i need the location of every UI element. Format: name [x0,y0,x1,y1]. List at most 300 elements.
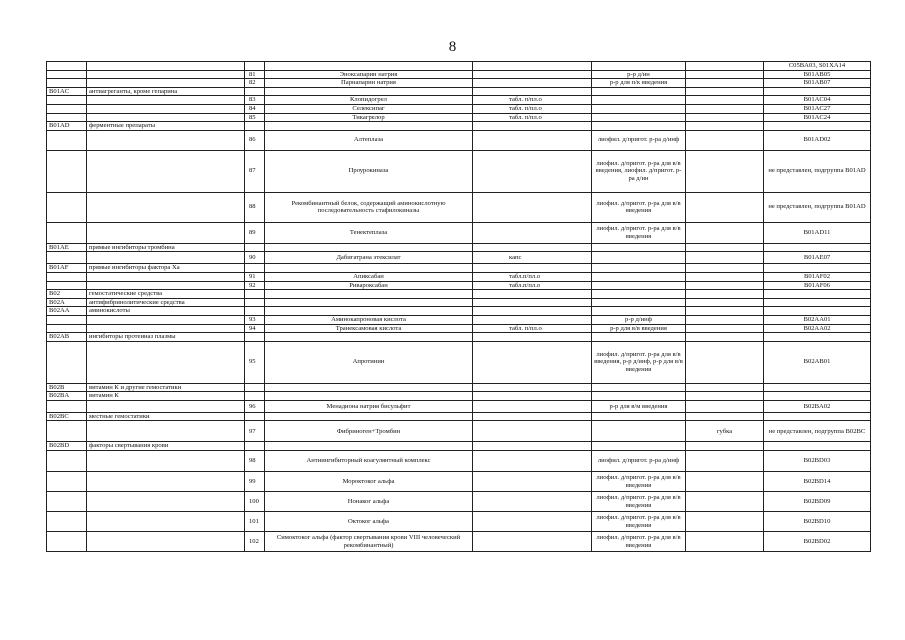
drug-name-cell: Апротинин [265,341,473,383]
group-name-cell [87,192,245,222]
dosage-form-tablet-cell [473,70,592,79]
dosage-form-solution-cell [592,383,686,392]
dosage-form-tablet-cell [473,243,592,252]
group-name-cell: прямые ингибиторы тромбина [87,243,245,252]
atc-reference-cell: B01AF02 [764,272,871,281]
drug-name-cell: Симоктоког альфа (фактор свертывания крови VIII человеческий рекомбинантный) [265,532,473,552]
row-number-cell [245,243,265,252]
dosage-form-tablet-cell [473,421,592,442]
dosage-form-solution-cell [592,87,686,96]
atc-code-cell [47,324,87,333]
dosage-form-solution-cell [592,333,686,342]
dosage-form-solution-cell: лиофил. д/пригот. р-ра для в/в введения [592,532,686,552]
dosage-form-tablet-cell [473,472,592,492]
atc-code-cell: B02BD [47,442,87,451]
atc-code-cell [47,472,87,492]
atc-reference-cell [764,264,871,273]
atc-reference-cell [764,383,871,392]
row-number-cell: 89 [245,222,265,243]
atc-code-cell [47,400,87,412]
group-name-cell [87,252,245,264]
row-number-cell [245,87,265,96]
atc-code-cell [47,222,87,243]
row-number-cell: 88 [245,192,265,222]
dosage-form-other-cell [686,87,764,96]
dosage-form-solution-cell [592,104,686,113]
dosage-form-solution-cell: р-р д/инф [592,315,686,324]
table-row [47,333,871,342]
table-row [47,512,871,532]
dosage-form-other-cell [686,122,764,131]
dosage-form-solution-cell [592,421,686,442]
row-number-cell: 96 [245,400,265,412]
atc-reference-cell: B02BA02 [764,400,871,412]
atc-code-cell [47,150,87,192]
group-name-cell [87,324,245,333]
drug-name-cell [265,264,473,273]
row-number-cell: 81 [245,70,265,79]
table-row [47,264,871,273]
row-number-cell: 87 [245,150,265,192]
atc-code-cell [47,96,87,105]
drug-name-cell: Селексипаг [265,104,473,113]
atc-reference-cell [764,243,871,252]
dosage-form-tablet-cell [473,87,592,96]
dosage-form-solution-cell [592,96,686,105]
table-row [47,383,871,392]
row-number-cell: 102 [245,532,265,552]
drug-name-cell: Фибриноген+Тромбин [265,421,473,442]
dosage-form-tablet-cell [473,222,592,243]
group-name-cell [87,451,245,472]
dosage-form-tablet-cell [473,62,592,71]
dosage-form-other-cell [686,243,764,252]
drug-name-cell: Аминокапроновая кислота [265,315,473,324]
row-number-cell: 100 [245,492,265,512]
dosage-form-other-cell [686,392,764,401]
drug-name-cell: Клопидогрел [265,96,473,105]
drug-name-cell: Антиингибиторный коагулянтный комплекс [265,451,473,472]
row-number-cell [245,442,265,451]
group-name-cell [87,421,245,442]
atc-code-cell [47,192,87,222]
dosage-form-solution-cell: лиофил. д/пригот. р-ра для в/в введения, р-р д/инф, р-р для в/в введения [592,341,686,383]
table-row [47,150,871,192]
dosage-form-solution-cell: р-р д/ин [592,70,686,79]
table-row [47,113,871,122]
dosage-form-tablet-cell [473,512,592,532]
group-name-cell: витамин К [87,392,245,401]
dosage-form-other-cell [686,192,764,222]
dosage-form-other-cell [686,104,764,113]
table-row [47,492,871,512]
drug-name-cell [265,290,473,299]
atc-code-cell [47,315,87,324]
dosage-form-solution-cell: лиофил. д/пригот. р-ра для в/в введения [592,192,686,222]
drug-name-cell [265,122,473,131]
table-row [47,87,871,96]
row-number-cell [245,392,265,401]
drug-name-cell: Апиксабан [265,272,473,281]
row-number-cell: 93 [245,315,265,324]
atc-code-cell [47,62,87,71]
drug-name-cell: Транексамовая кислота [265,324,473,333]
dosage-form-tablet-cell [473,315,592,324]
dosage-form-solution-cell [592,252,686,264]
atc-code-cell [47,272,87,281]
table-row [47,70,871,79]
drug-name-cell [265,298,473,307]
dosage-form-tablet-cell [473,79,592,88]
group-name-cell [87,400,245,412]
table-row [47,392,871,401]
atc-reference-cell: не представлен, подгруппа B01AD [764,192,871,222]
dosage-form-tablet-cell [473,392,592,401]
atc-code-cell: B01AE [47,243,87,252]
atc-code-cell [47,341,87,383]
table-row [47,104,871,113]
table-row [47,243,871,252]
atc-code-cell [47,252,87,264]
group-name-cell: антиагреганты, кроме гепарина [87,87,245,96]
table-row [47,298,871,307]
dosage-form-solution-cell [592,442,686,451]
atc-reference-cell: не представлен, подгруппа B02BC [764,421,871,442]
dosage-form-other-cell: губка [686,421,764,442]
row-number-cell: 99 [245,472,265,492]
dosage-form-tablet-cell [473,532,592,552]
table-row [47,272,871,281]
drug-name-cell: Алтеплаза [265,130,473,150]
atc-reference-cell [764,392,871,401]
row-number-cell [245,383,265,392]
group-name-cell [87,130,245,150]
dosage-form-solution-cell [592,307,686,316]
dosage-form-tablet-cell [473,492,592,512]
atc-code-cell: B02BC [47,412,87,421]
dosage-form-tablet-cell [473,150,592,192]
atc-reference-cell [764,412,871,421]
atc-code-cell: B02AA [47,307,87,316]
drug-name-cell: Эноксапарин натрия [265,70,473,79]
drug-name-cell [265,412,473,421]
dosage-form-tablet-cell [473,122,592,131]
table-row [47,130,871,150]
dosage-form-other-cell [686,324,764,333]
atc-reference-cell [764,333,871,342]
table-row [47,472,871,492]
drug-name-cell: Парнапарин натрия [265,79,473,88]
table-row [47,252,871,264]
dosage-form-solution-cell [592,281,686,290]
drug-name-cell: Тикагрелор [265,113,473,122]
dosage-form-tablet-cell [473,290,592,299]
drug-name-cell [265,392,473,401]
group-name-cell [87,281,245,290]
dosage-form-solution-cell [592,122,686,131]
atc-reference-cell [764,122,871,131]
dosage-form-tablet-cell: табл.п/пл.о [473,272,592,281]
row-number-cell: 95 [245,341,265,383]
dosage-form-solution-cell [592,392,686,401]
table-row [47,421,871,442]
row-number-cell: 92 [245,281,265,290]
dosage-form-solution-cell [592,243,686,252]
dosage-form-other-cell [686,272,764,281]
drug-name-cell: Октоког альфа [265,512,473,532]
atc-reference-cell: B02AB01 [764,341,871,383]
dosage-form-solution-cell [592,412,686,421]
group-name-cell [87,79,245,88]
dosage-form-tablet-cell [473,130,592,150]
dosage-form-tablet-cell [473,333,592,342]
group-name-cell: аминокислоты [87,307,245,316]
drug-name-cell: Менадиона натрия бисульфит [265,400,473,412]
dosage-form-other-cell [686,307,764,316]
atc-code-cell [47,492,87,512]
dosage-form-solution-cell [592,272,686,281]
drug-name-cell [265,442,473,451]
atc-reference-cell: B02BD10 [764,512,871,532]
row-number-cell: 101 [245,512,265,532]
row-number-cell: 94 [245,324,265,333]
table-row [47,290,871,299]
drug-name-cell: Тенектеплаза [265,222,473,243]
dosage-form-tablet-cell [473,298,592,307]
dosage-form-tablet-cell [473,383,592,392]
drug-name-cell: Нонаког альфа [265,492,473,512]
table-row [47,307,871,316]
atc-reference-cell: B01AC24 [764,113,871,122]
atc-reference-cell: B02BD02 [764,532,871,552]
atc-reference-cell: B01AB05 [764,70,871,79]
drug-name-cell [265,333,473,342]
dosage-form-other-cell [686,400,764,412]
drug-name-cell [265,62,473,71]
dosage-form-other-cell [686,298,764,307]
group-name-cell [87,222,245,243]
atc-reference-cell: B01AC27 [764,104,871,113]
row-number-cell [245,298,265,307]
table-row [47,281,871,290]
atc-code-cell: B02BA [47,392,87,401]
dosage-form-solution-cell: лиофил. д/пригот. р-ра для в/в введения [592,492,686,512]
atc-reference-cell: B02BD09 [764,492,871,512]
drug-name-cell: Ривароксабан [265,281,473,290]
atc-reference-cell: C05BA03, S01XA14 [764,62,871,71]
atc-reference-cell: не представлен, подгруппа B01AD [764,150,871,192]
dosage-form-tablet-cell: табл. п/пл.о [473,324,592,333]
group-name-cell: антифибринолитические средства [87,298,245,307]
row-number-cell [245,307,265,316]
dosage-form-tablet-cell: табл. п/пл.о [473,96,592,105]
table-row [47,62,871,71]
dosage-form-solution-cell: лиофил. д/пригот. р-ра для в/в введения [592,222,686,243]
dosage-form-other-cell [686,281,764,290]
atc-reference-cell: B01AD02 [764,130,871,150]
group-name-cell [87,104,245,113]
dosage-form-solution-cell: р-р для п/к введения [592,79,686,88]
dosage-form-other-cell [686,252,764,264]
group-name-cell: ферментные препараты [87,122,245,131]
row-number-cell [245,264,265,273]
group-name-cell [87,472,245,492]
dosage-form-other-cell [686,492,764,512]
dosage-form-other-cell [686,442,764,451]
dosage-form-other-cell [686,96,764,105]
dosage-form-tablet-cell [473,264,592,273]
row-number-cell: 97 [245,421,265,442]
dosage-form-other-cell [686,341,764,383]
atc-reference-cell: B02BD03 [764,451,871,472]
group-name-cell: гемостатические средства [87,290,245,299]
dosage-form-tablet-cell [473,412,592,421]
dosage-form-other-cell [686,62,764,71]
table-row [47,451,871,472]
drug-name-cell [265,87,473,96]
atc-code-cell: B02 [47,290,87,299]
group-name-cell [87,272,245,281]
dosage-form-other-cell [686,512,764,532]
group-name-cell: местные гемостатики [87,412,245,421]
dosage-form-other-cell [686,532,764,552]
atc-code-cell: B02AB [47,333,87,342]
group-name-cell: ингибиторы протеиназ плазмы [87,333,245,342]
dosage-form-other-cell [686,70,764,79]
atc-reference-cell: B01AF06 [764,281,871,290]
atc-code-cell: B01AF [47,264,87,273]
table-row [47,400,871,412]
dosage-form-other-cell [686,130,764,150]
dosage-form-other-cell [686,222,764,243]
drug-name-cell [265,383,473,392]
group-name-cell [87,70,245,79]
table-row [47,315,871,324]
dosage-form-solution-cell: лиофил. д/пригот. р-ра д/инф [592,451,686,472]
group-name-cell: витамин К и другие гемостатики [87,383,245,392]
group-name-cell [87,113,245,122]
atc-code-cell [47,130,87,150]
dosage-form-other-cell [686,451,764,472]
group-name-cell [87,492,245,512]
dosage-form-tablet-cell [473,307,592,316]
dosage-form-other-cell [686,264,764,273]
table-body [47,62,871,552]
drug-name-cell: Мороктоког альфа [265,472,473,492]
group-name-cell [87,150,245,192]
atc-code-cell: B02A [47,298,87,307]
atc-reference-cell: B01AE07 [764,252,871,264]
row-number-cell: 84 [245,104,265,113]
table-row [47,412,871,421]
row-number-cell [245,62,265,71]
dosage-form-tablet-cell: капс [473,252,592,264]
dosage-form-other-cell [686,315,764,324]
dosage-form-solution-cell: лиофил. д/пригот. р-ра д/инф [592,130,686,150]
atc-code-cell [47,421,87,442]
dosage-form-solution-cell [592,290,686,299]
atc-code-cell [47,512,87,532]
page-number: 8 [448,39,457,55]
row-number-cell [245,333,265,342]
dosage-form-tablet-cell: табл. п/пл.о [473,113,592,122]
row-number-cell: 83 [245,96,265,105]
dosage-form-solution-cell: лиофил. д/пригот. р-ра для в/в введения [592,512,686,532]
dosage-form-tablet-cell [473,442,592,451]
atc-code-cell [47,70,87,79]
row-number-cell: 98 [245,451,265,472]
atc-code-cell [47,104,87,113]
atc-reference-cell [764,442,871,451]
atc-code-cell [47,113,87,122]
row-number-cell [245,290,265,299]
table-row [47,442,871,451]
atc-reference-cell [764,290,871,299]
row-number-cell: 91 [245,272,265,281]
group-name-cell [87,512,245,532]
dosage-form-solution-cell [592,264,686,273]
group-name-cell [87,315,245,324]
row-number-cell: 82 [245,79,265,88]
dosage-form-tablet-cell [473,192,592,222]
group-name-cell [87,96,245,105]
atc-reference-cell: B02BD14 [764,472,871,492]
dosage-form-other-cell [686,113,764,122]
atc-reference-cell [764,307,871,316]
table-row [47,122,871,131]
dosage-form-tablet-cell [473,341,592,383]
group-name-cell [87,532,245,552]
table-row [47,79,871,88]
table-row [47,532,871,552]
dosage-form-other-cell [686,472,764,492]
dosage-form-tablet-cell [473,451,592,472]
atc-code-cell [47,451,87,472]
group-name-cell: прямые ингибиторы фактора Ха [87,264,245,273]
atc-code-cell: B01AD [47,122,87,131]
dosage-form-solution-cell: р-р для в/м введения [592,400,686,412]
dosage-form-tablet-cell [473,400,592,412]
dosage-form-tablet-cell: табл.п/пл.о [473,281,592,290]
dosage-form-solution-cell: лиофил. д/пригот. р-ра для в/в введения [592,472,686,492]
dosage-form-solution-cell [592,113,686,122]
atc-reference-cell: B01AD11 [764,222,871,243]
row-number-cell: 86 [245,130,265,150]
atc-reference-cell [764,298,871,307]
dosage-form-solution-cell: лиофил. д/пригот. р-ра для в/в введения, лиофил. д/пригот. р-ра д/ин [592,150,686,192]
atc-code-cell [47,281,87,290]
dosage-form-other-cell [686,383,764,392]
atc-code-cell: B01AC [47,87,87,96]
dosage-form-other-cell [686,79,764,88]
table-row [47,96,871,105]
dosage-form-other-cell [686,290,764,299]
group-name-cell [87,62,245,71]
drug-name-cell: Рекомбинантный белок, содержащий аминокислотную последовательность стафилокиназы [265,192,473,222]
row-number-cell: 85 [245,113,265,122]
atc-code-cell: B02B [47,383,87,392]
row-number-cell [245,122,265,131]
dosage-form-solution-cell [592,298,686,307]
table-row [47,192,871,222]
table-row [47,341,871,383]
dosage-form-solution-cell [592,62,686,71]
atc-code-cell [47,79,87,88]
group-name-cell: факторы свертывания крови [87,442,245,451]
atc-reference-cell: B02AA02 [764,324,871,333]
row-number-cell [245,412,265,421]
drug-name-cell [265,307,473,316]
